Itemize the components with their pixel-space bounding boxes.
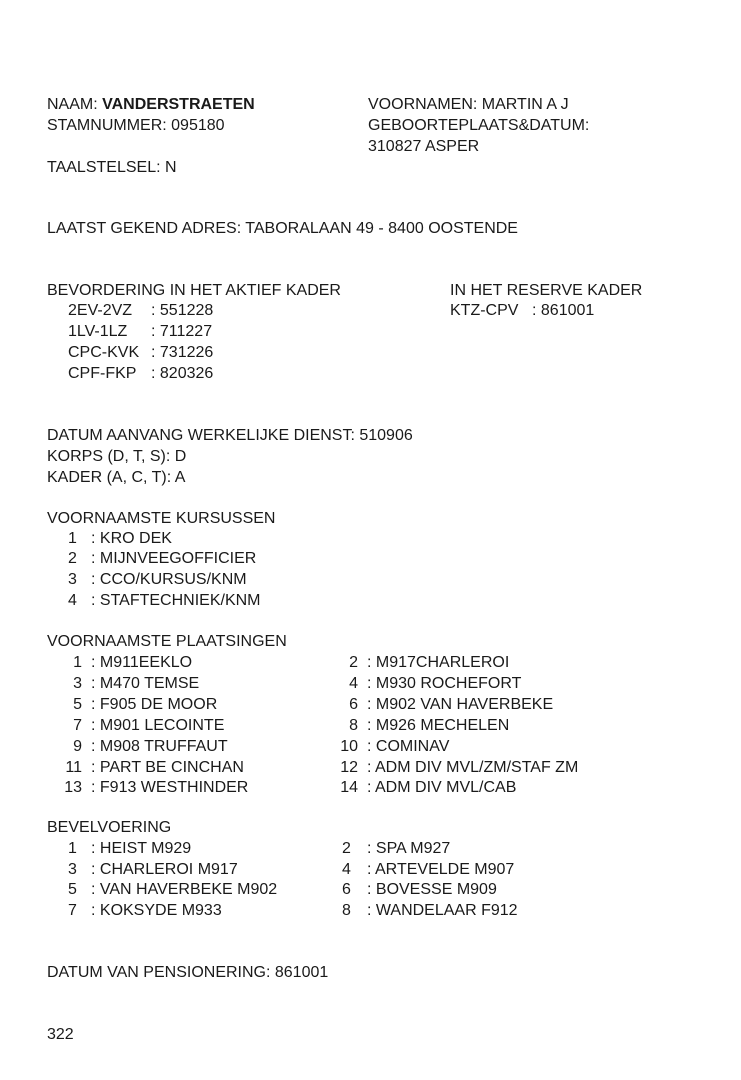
plaatsing-text: : F913 WESTHINDER [91, 779, 249, 796]
bevelvoering-text: : WANDELAAR F912 [367, 902, 518, 919]
plaatsing-text: : PART BE CINCHAN [91, 759, 244, 776]
aktief-date: : 820326 [151, 365, 214, 382]
bevelvoering-number: 8 [342, 902, 351, 919]
voornamen: VOORNAMEN: MARTIN A J [368, 96, 569, 113]
korps: KORPS (D, T, S): D [47, 448, 187, 465]
kursus-number: 3 [68, 571, 77, 588]
plaatsing-number: 11 [65, 759, 82, 776]
plaatsing-text: : M926 MECHELEN [367, 717, 510, 734]
bevelvoering-text: : CHARLEROI M917 [91, 861, 238, 878]
aktief-date: : 731226 [151, 344, 214, 361]
bevelvoering-number: 4 [342, 861, 351, 878]
plaatsing-number: 1 [73, 654, 82, 671]
bevelvoering-text: : BOVESSE M909 [367, 881, 497, 898]
bevordering-aktief-title: BEVORDERING IN HET AKTIEF KADER [47, 282, 341, 299]
kursus-number: 2 [68, 550, 77, 567]
bevelvoering-number: 2 [342, 840, 351, 857]
geboorte-label: GEBOORTEPLAATS&DATUM: [368, 117, 590, 134]
plaatsing-text: : M470 TEMSE [91, 675, 200, 692]
datum-pensionering: DATUM VAN PENSIONERING: 861001 [47, 964, 329, 981]
plaatsing-text: : M911EEKLO [91, 654, 193, 671]
plaatsing-number: 12 [340, 759, 358, 776]
aktief-rank: 1LV-1LZ [68, 323, 128, 340]
plaatsingen-title: VOORNAAMSTE PLAATSINGEN [47, 633, 287, 650]
plaatsing-text: : M930 ROCHEFORT [367, 675, 522, 692]
plaatsing-text: : M902 VAN HAVERBEKE [367, 696, 554, 713]
plaatsing-number: 3 [73, 675, 82, 692]
bevelvoering-number: 7 [68, 902, 77, 919]
kursus-number: 1 [68, 530, 77, 547]
plaatsing-number: 8 [349, 717, 358, 734]
kursussen-title: VOORNAAMSTE KURSUSSEN [47, 510, 276, 527]
aktief-rank: CPC-KVK [68, 344, 140, 361]
plaatsing-number: 5 [73, 696, 82, 713]
laatst-gekend-adres: LAATST GEKEND ADRES: TABORALAAN 49 - 8400 OOSTENDE [47, 220, 518, 237]
naam-value: VANDERSTRAETEN [102, 96, 255, 113]
aktief-date: : 551228 [151, 302, 214, 319]
kursus-text: : STAFTECHNIEK/KNM [91, 592, 261, 609]
kursus-text: : CCO/KURSUS/KNM [91, 571, 247, 588]
reserve-date: : 861001 [532, 302, 595, 319]
reserve-rank: KTZ-CPV [450, 302, 519, 319]
page-number: 322 [47, 1026, 74, 1043]
aktief-rank: CPF-FKP [68, 365, 137, 382]
plaatsing-text: : ADM DIV MVL/CAB [367, 779, 517, 796]
plaatsing-text: : M917CHARLEROI [367, 654, 510, 671]
plaatsing-text: : M901 LECOINTE [91, 717, 225, 734]
kader: KADER (A, C, T): A [47, 469, 186, 486]
kursus-text: : MIJNVEEGOFFICIER [91, 550, 257, 567]
kursus-number: 4 [68, 592, 77, 609]
bevelvoering-title: BEVELVOERING [47, 819, 172, 836]
plaatsing-number: 9 [73, 738, 82, 755]
aktief-rank: 2EV-2VZ [68, 302, 133, 319]
datum-aanvang-dienst: DATUM AANVANG WERKELIJKE DIENST: 510906 [47, 427, 413, 444]
plaatsing-number: 13 [64, 779, 82, 796]
plaatsing-number: 7 [73, 717, 82, 734]
plaatsing-text: : COMINAV [367, 738, 450, 755]
bevordering-reserve-title: IN HET RESERVE KADER [450, 282, 643, 299]
naam-line [47, 95, 255, 115]
bevelvoering-text: : ARTEVELDE M907 [367, 861, 515, 878]
bevelvoering-text: : KOKSYDE M933 [91, 902, 222, 919]
kursus-text: : KRO DEK [91, 530, 172, 547]
plaatsing-number: 14 [340, 779, 358, 796]
plaatsing-text: : F905 DE MOOR [91, 696, 218, 713]
plaatsing-number: 6 [349, 696, 358, 713]
plaatsing-number: 4 [349, 675, 358, 692]
bevelvoering-number: 5 [68, 881, 77, 898]
bevelvoering-text: : HEIST M929 [91, 840, 192, 857]
naam-label: NAAM: [47, 96, 103, 113]
geboorte-value: 310827 ASPER [368, 138, 480, 155]
bevelvoering-number: 1 [68, 840, 77, 857]
plaatsing-text: : ADM DIV MVL/ZM/STAF ZM [367, 759, 579, 776]
aktief-date: : 711227 [151, 323, 213, 340]
stamnummer: STAMNUMMER: 095180 [47, 117, 225, 134]
bevelvoering-text: : SPA M927 [367, 840, 451, 857]
plaatsing-number: 2 [349, 654, 358, 671]
bevelvoering-number: 6 [342, 881, 351, 898]
plaatsing-text: : M908 TRUFFAUT [91, 738, 228, 755]
bevelvoering-text: : VAN HAVERBEKE M902 [91, 881, 278, 898]
taalstelsel: TAALSTELSEL: N [47, 159, 177, 176]
bevelvoering-number: 3 [68, 861, 77, 878]
plaatsing-number: 10 [340, 738, 358, 755]
